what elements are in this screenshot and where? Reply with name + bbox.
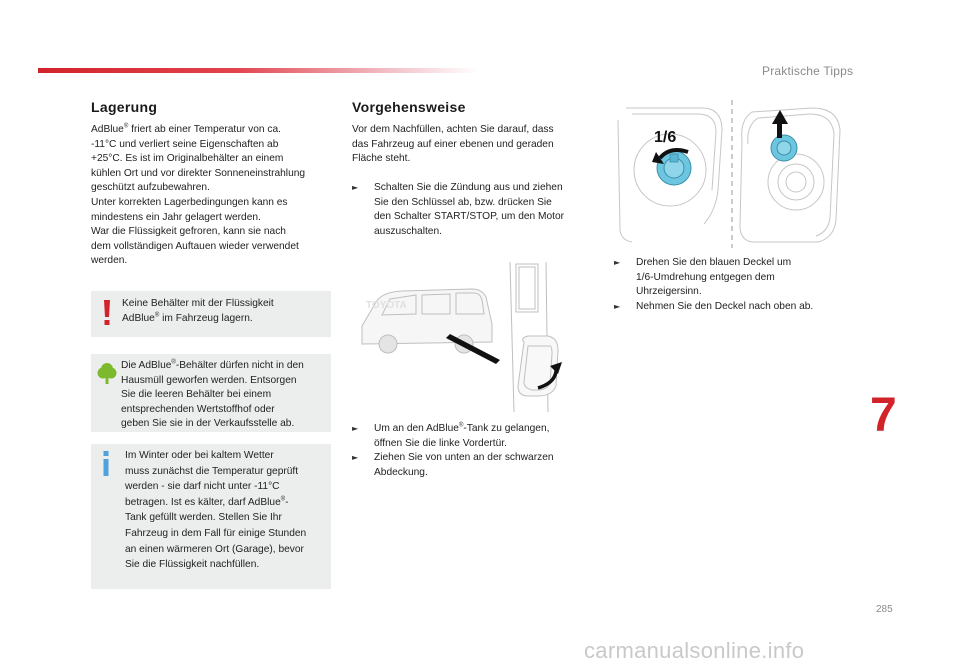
info-note: Im Winter oder bei kaltem Wetter muss zunächst die Temperatur geprüft werden - sie darf nicht unter -11°C betragen. Ist es kälter, darf AdBlue®- Tank gefüllt werden. Stellen Sie Ihr Fahrzeug in dem Fall für einige Stunden an einen wärmeren Ort (Garage), bevor Sie die Flüssigkeit nachfüllen. <box>91 444 331 589</box>
section-title: Praktische Tipps <box>762 64 854 78</box>
chapter-number: 7 <box>870 389 897 442</box>
step-pull-cover: ► Ziehen Sie von unten an der schwarzen Abdeckung. <box>352 452 554 478</box>
storage-text: AdBlue® friert ab einer Temperatur von ca. -11°C und verliert seine Eigenschaften ab +25°C. Es ist im Originalbehälter an einem kühlen Ort und vor direkter Sonneneinstrahlung geschützt aufzubewahren. Unter korrekten Lagerbedingungen kann es mindestens ein Jahr gelagert werden. War die Flüssigkeit gefroren, kann sie nach dem vollständigen Auftauen wieder verwendet werden. <box>91 123 306 267</box>
header-accent-bar <box>38 68 478 73</box>
tree-icon <box>97 363 117 385</box>
bullet-marker-icon: ► <box>352 424 359 433</box>
step-remove-cap: ► Nehmen Sie den Deckel nach oben ab. <box>614 300 854 315</box>
page-number: 285 <box>876 604 893 615</box>
bullet-marker-icon: ► <box>352 183 359 192</box>
bullet-marker-icon: ► <box>614 302 621 311</box>
footer-watermark: carmanualsonline.info <box>584 638 805 663</box>
step-open-door: ► Um an den AdBlue®-Tank zu gelangen, öffnen Sie die linke Vordertür. <box>352 422 550 449</box>
procedure-intro: Vor dem Nachfüllen, achten Sie darauf, dass das Fahrzeug auf einer ebenen und geraden Fläche steht. <box>352 124 554 165</box>
procedure-title: Vorgehensweise <box>352 99 466 115</box>
svg-text:TOYOTA: TOYOTA <box>366 300 407 311</box>
recycling-note: Die AdBlue®-Behälter dürfen nicht in den Hausmüll geworfen werden. Entsorgen Sie die leeren Behälter bei einem entsprechenden Wertstoffhof oder geben Sie sie in der Verkaufsstelle ab. <box>91 354 331 432</box>
exclamation-icon <box>102 300 112 326</box>
adblue-cap-illustration <box>612 100 852 248</box>
rotation-label: 1/6 <box>654 129 677 146</box>
van-door-illustration <box>352 262 564 412</box>
warning-note: Keine Behälter mit der Flüssigkeit AdBlue® im Fahrzeug lagern. <box>91 291 331 337</box>
step-ignition-off: ► Schalten Sie die Zündung aus und ziehen Sie den Schlüssel ab, bzw. drücken Sie den Schalter START/STOP, um den Motor auszuschalten. <box>352 182 565 237</box>
bullet-marker-icon: ► <box>614 258 621 267</box>
storage-title: Lagerung <box>91 99 158 115</box>
info-icon <box>101 451 111 477</box>
right-blue-cap <box>771 135 797 161</box>
bullet-marker-icon: ► <box>352 453 359 462</box>
step-turn-cap: ► Drehen Sie den blauen Deckel um 1/6-Umdrehung entgegen dem Uhrzeigersinn. <box>614 257 792 298</box>
